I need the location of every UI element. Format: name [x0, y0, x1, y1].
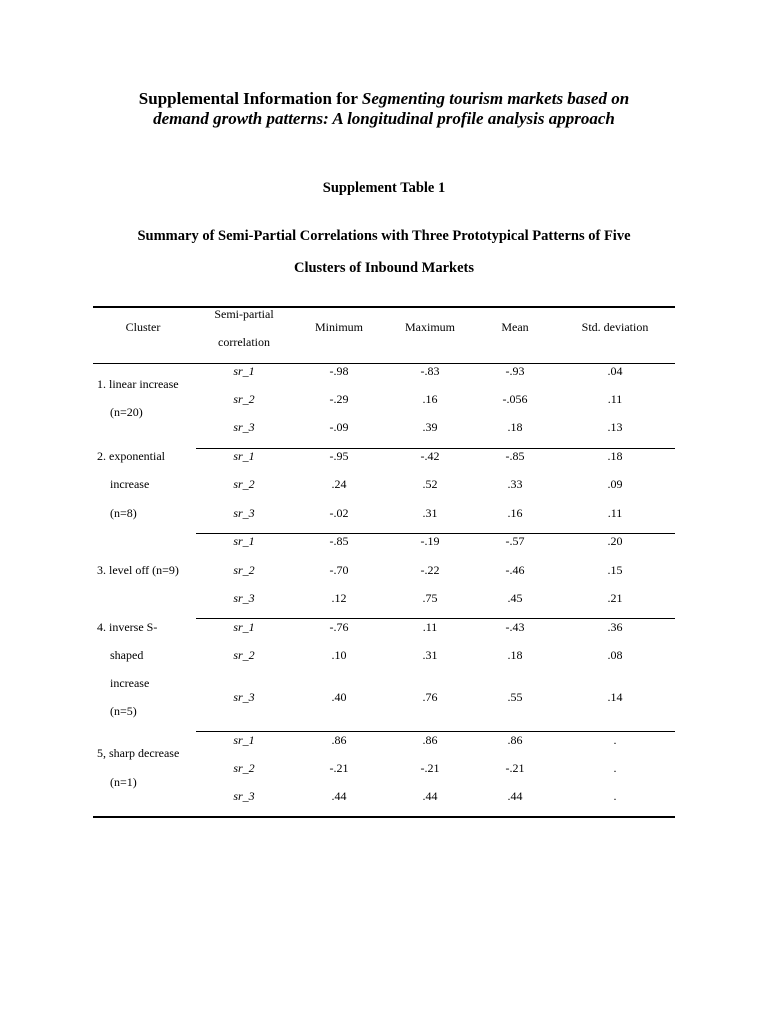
minimum-cell: -.98	[329, 364, 349, 378]
sr-label: sr_3	[233, 506, 255, 520]
table-header-rule	[93, 363, 675, 364]
sr-label: sr_1	[233, 534, 255, 548]
maximum-cell: .44	[422, 789, 438, 803]
cluster-separator	[196, 618, 675, 619]
header-minimum: Minimum	[314, 320, 364, 334]
maximum-cell: .16	[422, 392, 438, 406]
sr-label: sr_2	[233, 477, 255, 491]
mean-cell: .44	[507, 789, 523, 803]
cluster-4-n: (n=5)	[110, 704, 137, 718]
sr-label: sr_3	[233, 690, 255, 704]
mean-cell: .86	[507, 733, 523, 747]
sr-label: sr_1	[233, 733, 255, 747]
document-title-line-1	[0, 88, 768, 110]
sr-label: sr_2	[233, 563, 255, 577]
mean-cell: .33	[507, 477, 523, 491]
std-deviation-cell: .14	[607, 690, 623, 704]
sr-label: sr_1	[233, 364, 255, 378]
cluster-4-label: 4. inverse S-	[97, 620, 158, 634]
maximum-cell: .31	[422, 506, 438, 520]
maximum-cell: .39	[422, 420, 438, 434]
std-deviation-cell: .	[613, 789, 617, 803]
table-bottom-rule	[93, 816, 675, 818]
std-deviation-cell: .21	[607, 591, 623, 605]
title-italic-part-2: demand growth patterns: A longitudinal profile analysis approach	[153, 109, 615, 128]
minimum-cell: .44	[331, 789, 347, 803]
std-deviation-cell: .04	[607, 364, 623, 378]
supplement-table-label: Supplement Table 1	[322, 180, 446, 196]
header-correlation: correlation	[218, 335, 270, 349]
minimum-cell: -.29	[329, 392, 349, 406]
title-italic-part-1: Segmenting tourism markets based on	[361, 89, 630, 108]
sr-label: sr_3	[233, 420, 255, 434]
sr-label: sr_3	[233, 789, 255, 803]
minimum-cell: -.95	[329, 449, 349, 463]
cluster-3-label: 3. level off (n=9)	[97, 563, 179, 577]
table-top-rule	[93, 306, 675, 308]
std-deviation-cell: .18	[607, 449, 623, 463]
mean-cell: .18	[507, 420, 523, 434]
minimum-cell: .86	[331, 733, 347, 747]
header-mean: Mean	[501, 320, 529, 334]
minimum-cell: .40	[331, 690, 347, 704]
minimum-cell: .24	[331, 477, 347, 491]
maximum-cell: .11	[422, 620, 438, 634]
cluster-5-n: (n=1)	[110, 775, 137, 789]
cluster-2-label-cont: increase	[110, 477, 150, 491]
std-deviation-cell: .11	[607, 506, 623, 520]
cluster-1-label: 1. linear increase	[97, 377, 179, 391]
header-cluster: Cluster	[125, 320, 161, 334]
mean-cell: .16	[507, 506, 523, 520]
mean-cell: -.93	[505, 364, 525, 378]
header-semi-partial: Semi-partial	[214, 307, 274, 321]
header-maximum: Maximum	[405, 320, 455, 334]
std-deviation-cell: .20	[607, 534, 623, 548]
maximum-cell: -.21	[420, 761, 440, 775]
maximum-cell: .31	[422, 648, 438, 662]
mean-cell: -.43	[505, 620, 525, 634]
maximum-cell: -.83	[420, 364, 440, 378]
cluster-4-label-cont2: increase	[110, 676, 150, 690]
mean-cell: .55	[507, 690, 523, 704]
minimum-cell: -.21	[329, 761, 349, 775]
mean-cell: .18	[507, 648, 523, 662]
minimum-cell: .10	[331, 648, 347, 662]
header-std-deviation: Std. deviation	[581, 320, 649, 334]
maximum-cell: .75	[422, 591, 438, 605]
minimum-cell: -.85	[329, 534, 349, 548]
minimum-cell: .12	[331, 591, 347, 605]
std-deviation-cell: .36	[607, 620, 623, 634]
minimum-cell: -.76	[329, 620, 349, 634]
cluster-5-label: 5, sharp decrease	[97, 746, 180, 760]
title-prefix: Supplemental Information for	[138, 89, 362, 108]
maximum-cell: .86	[422, 733, 438, 747]
maximum-cell: .76	[422, 690, 438, 704]
minimum-cell: -.70	[329, 563, 349, 577]
cluster-2-n: (n=8)	[110, 506, 137, 520]
cluster-separator	[196, 731, 675, 732]
cluster-2-label: 2. exponential	[97, 449, 165, 463]
mean-cell: .45	[507, 591, 523, 605]
table-caption-line-1: Summary of Semi-Partial Correlations with Three Prototypical Patterns of Five	[137, 228, 631, 244]
document-title-line-2	[0, 108, 768, 130]
maximum-cell: -.19	[420, 534, 440, 548]
std-deviation-cell: .11	[607, 392, 623, 406]
maximum-cell: .52	[422, 477, 438, 491]
mean-cell: -.056	[502, 392, 528, 406]
std-deviation-cell: .09	[607, 477, 623, 491]
maximum-cell: -.42	[420, 449, 440, 463]
std-deviation-cell: .13	[607, 420, 623, 434]
sr-label: sr_2	[233, 761, 255, 775]
minimum-cell: -.09	[329, 420, 349, 434]
cluster-1-n: (n=20)	[110, 405, 143, 419]
mean-cell: -.85	[505, 449, 525, 463]
sr-label: sr_1	[233, 449, 255, 463]
mean-cell: -.57	[505, 534, 525, 548]
std-deviation-cell: .08	[607, 648, 623, 662]
sr-label: sr_2	[233, 648, 255, 662]
std-deviation-cell: .	[613, 761, 617, 775]
mean-cell: -.46	[505, 563, 525, 577]
table-caption-line-2: Clusters of Inbound Markets	[293, 260, 475, 276]
std-deviation-cell: .15	[607, 563, 623, 577]
std-deviation-cell: .	[613, 733, 617, 747]
sr-label: sr_1	[233, 620, 255, 634]
sr-label: sr_3	[233, 591, 255, 605]
sr-label: sr_2	[233, 392, 255, 406]
cluster-4-label-cont: shaped	[110, 648, 144, 662]
minimum-cell: -.02	[329, 506, 349, 520]
maximum-cell: -.22	[420, 563, 440, 577]
mean-cell: -.21	[505, 761, 525, 775]
